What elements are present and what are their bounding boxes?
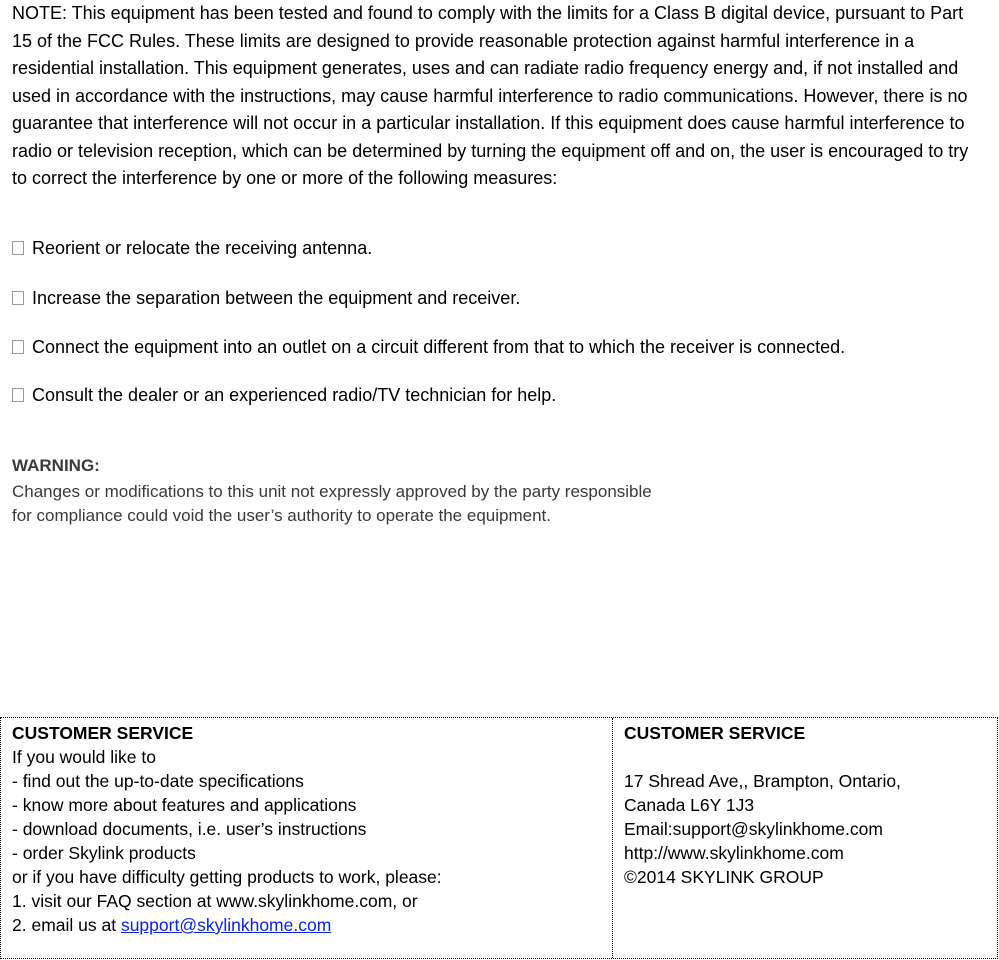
measure-item <box>12 287 520 309</box>
missing-glyph-box-icon <box>12 388 24 402</box>
contact-website: http://www.skylinkhome.com <box>624 843 844 863</box>
spacer <box>624 745 998 769</box>
support-email-link[interactable]: support@skylinkhome.com <box>120 915 332 935</box>
measure-text: Connect the equipment into an outlet on a circuit different from that to which the receiver is connected. <box>32 337 846 357</box>
copyright: ©2014 SKYLINK GROUP <box>624 867 824 887</box>
warning-line: Changes or modifications to this unit not expressly approved by the party responsible <box>12 482 652 501</box>
customer-service-table <box>0 717 998 959</box>
warning-body <box>12 480 832 528</box>
measure-text: Reorient or relocate the receiving antenna. <box>32 238 373 258</box>
warning-line: for compliance could void the user’s authority to operate the equipment. <box>12 506 551 525</box>
measure-item <box>12 384 556 406</box>
service-item: - find out the up-to-date specifications <box>12 771 304 791</box>
address-line: 17 Shread Ave,, Brampton, Ontario, <box>624 771 901 791</box>
measure-item <box>12 336 845 358</box>
missing-glyph-box-icon <box>12 340 24 354</box>
measure-text: Consult the dealer or an experienced radio/TV technician for help. <box>32 385 557 405</box>
service-step-email-prefix: 2. email us at <box>12 915 121 935</box>
customer-service-right-cell <box>613 718 998 958</box>
service-intro: If you would like to <box>12 747 156 767</box>
service-item: - order Skylink products <box>12 843 196 863</box>
service-difficulty: or if you have difficulty getting products to work, please: <box>12 867 442 887</box>
measure-text: Increase the separation between the equipment and receiver. <box>32 288 521 308</box>
service-item: - know more about features and applications <box>12 795 357 815</box>
missing-glyph-box-icon <box>12 291 24 305</box>
address-line: Canada L6Y 1J3 <box>624 795 755 815</box>
contact-email: Email:support@skylinkhome.com <box>624 819 883 839</box>
customer-service-left-cell <box>1 718 613 958</box>
missing-glyph-box-icon <box>12 241 24 255</box>
measure-item <box>12 237 372 259</box>
fcc-note-paragraph: NOTE: This equipment has been tested and found to comply with the limits for a Class B digital device, pursuant to Part 15 of the FCC Rules. These limits are designed to provide reasonable protection against harmful interference in a residential installation. This equipment generates, uses and can radiate radio frequency energy and, if not installed and used in accordance with the instructions, may cause harmful interference to radio communications. However, there is no guarantee that interference will not occur in a particular installation. If this equipment does cause harmful interference to radio or television reception, which can be determined by turning the equipment off and on, the user is encouraged to try to correct the interference by one or more of the following measures: <box>12 3 969 188</box>
service-step-faq: 1. visit our FAQ section at www.skylinkhome.com, or <box>12 891 418 911</box>
customer-service-heading: CUSTOMER SERVICE <box>624 723 806 743</box>
customer-service-heading: CUSTOMER SERVICE <box>12 723 194 743</box>
service-step-email <box>12 913 612 937</box>
warning-title: WARNING: <box>12 456 100 475</box>
service-item: - download documents, i.e. user’s instructions <box>12 819 367 839</box>
